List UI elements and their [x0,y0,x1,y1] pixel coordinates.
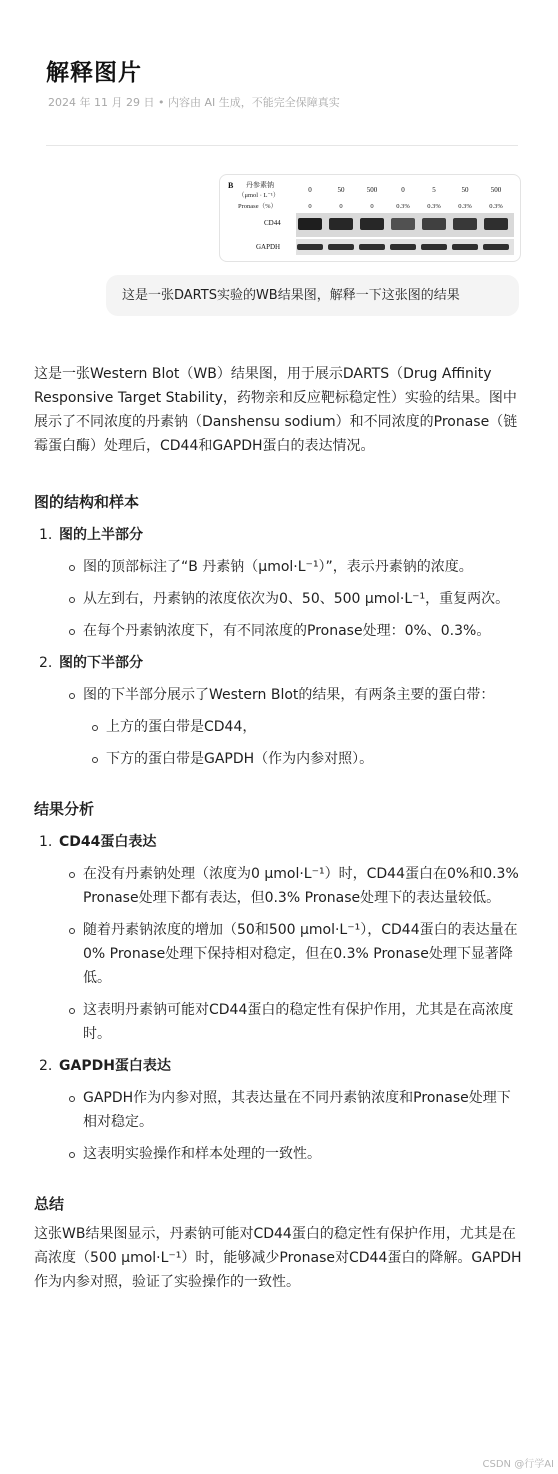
cd44-band [329,218,353,230]
gapdh-bands [297,244,509,250]
row2-label: Pronase（%） [238,203,277,210]
summary-text: 这张WB结果图显示，丹素钠可能对CD44蛋白的稳定性有保护作用，尤其是在高浓度（500 μmol·L⁻¹）时，能够减少Pronase对CD44蛋白的降解。GAPDH作为内参对照，验证了实验操作的一致性。 [34,1226,522,1290]
cd44-band [453,218,477,230]
band2-label: GAPDH [256,243,281,251]
concentration-label: 0 [308,186,312,194]
bullet-item: 在每个丹素钠浓度下，有不同浓度的Pronase处理：0%、0.3%。 [34,619,524,643]
bullet-item: 随着丹素钠浓度的增加（50和500 μmol·L⁻¹），CD44蛋白的表达量在0% Pronase处理下保持相对稳定，但在0.3% Pronase处理下显著降低。 [34,918,524,990]
sub-bullet-item: 上方的蛋白带是CD44， [34,715,524,739]
list-item-title: 图的上半部分 [59,527,143,543]
divider [46,145,518,146]
panel-label: B [228,181,234,190]
pronase-label: 0.3% [458,203,472,210]
section-heading-summary: 总结 [34,1195,65,1213]
page-meta: 2024 年 11 月 29 日 • 内容由 AI 生成，不能完全保障真实 [48,96,340,109]
section-heading-structure: 图的结构和样本 [34,493,140,511]
bullet-item: GAPDH作为内参对照，其表达量在不同丹素钠浓度和Pronase处理下相对稳定。 [34,1086,524,1134]
list-item-title: CD44蛋白表达 [59,834,157,850]
pronase-label: 0.3% [396,203,410,210]
cd44-bands [298,218,508,230]
cd44-band [391,218,415,230]
row1-label-line2: （μmol · L⁻¹） [238,192,280,199]
watermark: CSDN @行学AI [482,1459,554,1470]
bullet-item: 这表明实验操作和样本处理的一致性。 [34,1142,524,1166]
list-item-title: 图的下半部分 [59,655,143,671]
gapdh-band [359,244,385,250]
gapdh-band [483,244,509,250]
list-item: 2. 图的下半部分 [39,655,143,671]
list-item-title: GAPDH蛋白表达 [59,1058,171,1074]
pronase-label: 0.3% [427,203,441,210]
cd44-band [484,218,508,230]
concentration-labels [308,186,502,194]
concentration-label: 50 [337,186,345,194]
cd44-band [422,218,446,230]
concentration-label: 50 [461,186,469,194]
list-item: 1. CD44蛋白表达 [39,834,157,850]
pronase-labels [308,203,503,210]
answer-content [34,362,524,1294]
page-title: 解释图片 [46,60,142,86]
pronase-label: 0 [308,203,312,210]
row1-label-line1: 丹参素钠 [246,181,274,189]
pronase-label: 0 [370,203,374,210]
bullet-item: 在没有丹素钠处理（浓度为0 μmol·L⁻¹）时，CD44蛋白在0%和0.3% Pronase处理下都有表达，但0.3% Pronase处理下的表达量较低。 [34,862,524,910]
gapdh-band [328,244,354,250]
gapdh-band [297,244,323,250]
concentration-label: 5 [432,186,436,194]
pronase-label: 0.3% [489,203,503,210]
gapdh-band [452,244,478,250]
bullet-item: 这表明丹素钠可能对CD44蛋白的稳定性有保护作用，尤其是在高浓度时。 [34,998,524,1046]
concentration-label: 500 [366,186,378,194]
bullet-item: 图的下半部分展示了Western Blot的结果，有两条主要的蛋白带： [34,683,524,707]
concentration-label: 0 [401,186,405,194]
sub-bullet-item: 下方的蛋白带是GAPDH（作为内参对照）。 [34,747,524,771]
concentration-label: 500 [490,186,502,194]
cd44-band [298,218,322,230]
bullet-item: 从左到右，丹素钠的浓度依次为0、50、500 μmol·L⁻¹，重复两次。 [34,587,524,611]
list-item: 2. GAPDH蛋白表达 [39,1058,171,1074]
cd44-band [360,218,384,230]
gapdh-band [390,244,416,250]
gapdh-band [421,244,447,250]
bullet-item: 图的顶部标注了“B 丹素钠（μmol·L⁻¹）”，表示丹素钠的浓度。 [34,555,524,579]
list-item: 1. 图的上半部分 [39,527,143,543]
band1-label: CD44 [264,219,281,227]
western-blot-figure [220,175,520,261]
pronase-label: 0 [339,203,343,210]
uploaded-image[interactable] [219,174,521,262]
user-question-bubble: 这是一张DARTS实验的WB结果图，解释一下这张图的结果 [106,275,519,316]
answer-intro: 这是一张Western Blot（WB）结果图，用于展示DARTS（Drug Affinity Responsive Target Stability，药物亲和反应靶标稳定性）实验的结果。图中展示了不同浓度的丹素钠（Danshensu sodium）和不同浓度的Pronase（链霉蛋白酶）处理后，CD44和GAPDH蛋白的表达情况。 [34,366,518,454]
section-heading-analysis: 结果分析 [34,800,95,818]
